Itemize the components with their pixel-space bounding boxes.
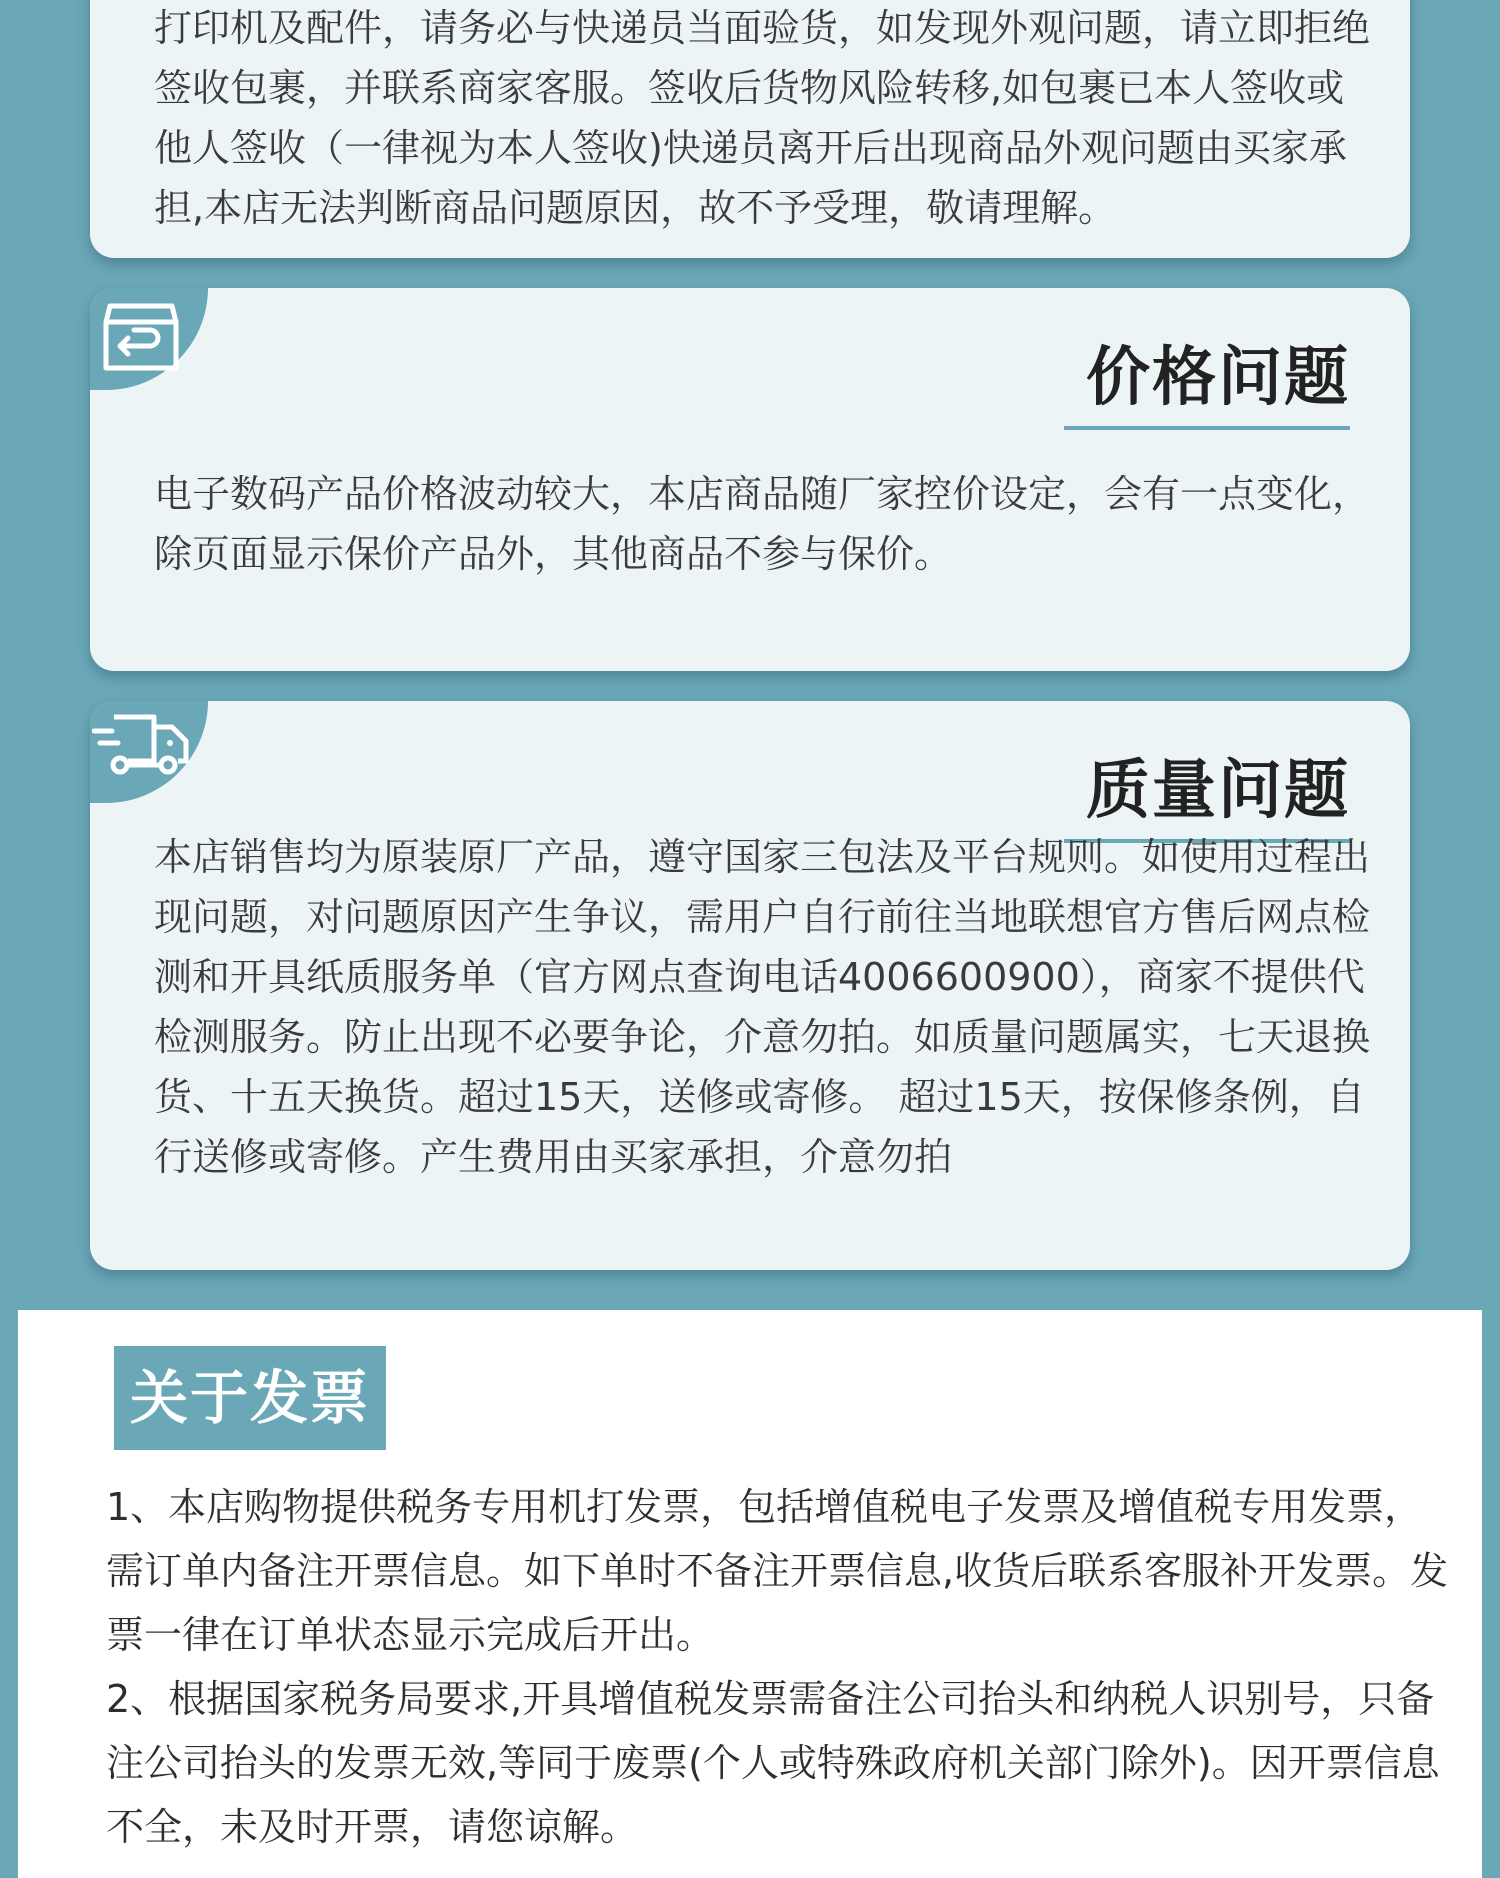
quality-issue-title: 质量问题 [1086, 754, 1350, 828]
invoice-heading: 关于发票 [114, 1346, 386, 1450]
return-box-icon [100, 302, 182, 374]
invoice-text [106, 1475, 1456, 1859]
shipping-notice-card [90, 0, 1410, 258]
invoice-item: 1、本店购物提供税务专用机打发票，包括增值税电子发票及增值税专用发票，需订单内备注开票信息。如下单时不备注开票信息,收货后联系客服补开发票。发票一律在订单状态显示完成后开出。 [106, 1485, 1449, 1657]
price-issue-title: 价格问题 [1086, 341, 1350, 415]
price-issue-title-underline [1064, 426, 1350, 430]
shipping-notice-text: 打印机及配件，请务必与快递员当面验货，如发现外观问题，请立即拒绝签收包裹，并联系商家客服。签收后货物风险转移,如包裹已本人签收或他人签收（一律视为本人签收)快递员离开后出现商品外观问题由买家承担,本店无法判断商品问题原因，故不予受理，敬请理解。 [154, 6, 1371, 230]
quality-issue-tab [90, 701, 208, 803]
invoice-section [18, 1310, 1482, 1878]
quality-issue-card [90, 701, 1410, 1270]
price-issue-tab [90, 288, 208, 390]
quality-issue-text: 本店销售均为原装原厂产品，遵守国家三包法及平台规则。如使用过程出现问题，对问题原因产生争议，需用户自行前往当地联想官方售后网点检测和开具纸质服务单（官方网点查询电话4006600900），商家不提供代检测服务。防止出现不必要争论，介意勿拍。如质量问题属实，七天退换货、十五天换货。超过15天，送修或寄修。 超过15天，按保修条例，自行送修或寄修。产生费用由买家承担，介意勿拍 [154, 835, 1371, 1179]
price-issue-text: 电子数码产品价格波动较大，本店商品随厂家控价设定，会有一点变化，除页面显示保价产品外，其他商品不参与保价。 [154, 472, 1371, 576]
price-issue-card [90, 288, 1410, 671]
delivery-truck-icon [92, 709, 192, 777]
invoice-item: 2、根据国家税务局要求,开具增值税发票需备注公司抬头和纳税人识别号，只备注公司抬头的发票无效,等同于废票(个人或特殊政府机关部门除外)。因开票信息不全，未及时开票，请您谅解。 [106, 1677, 1440, 1849]
